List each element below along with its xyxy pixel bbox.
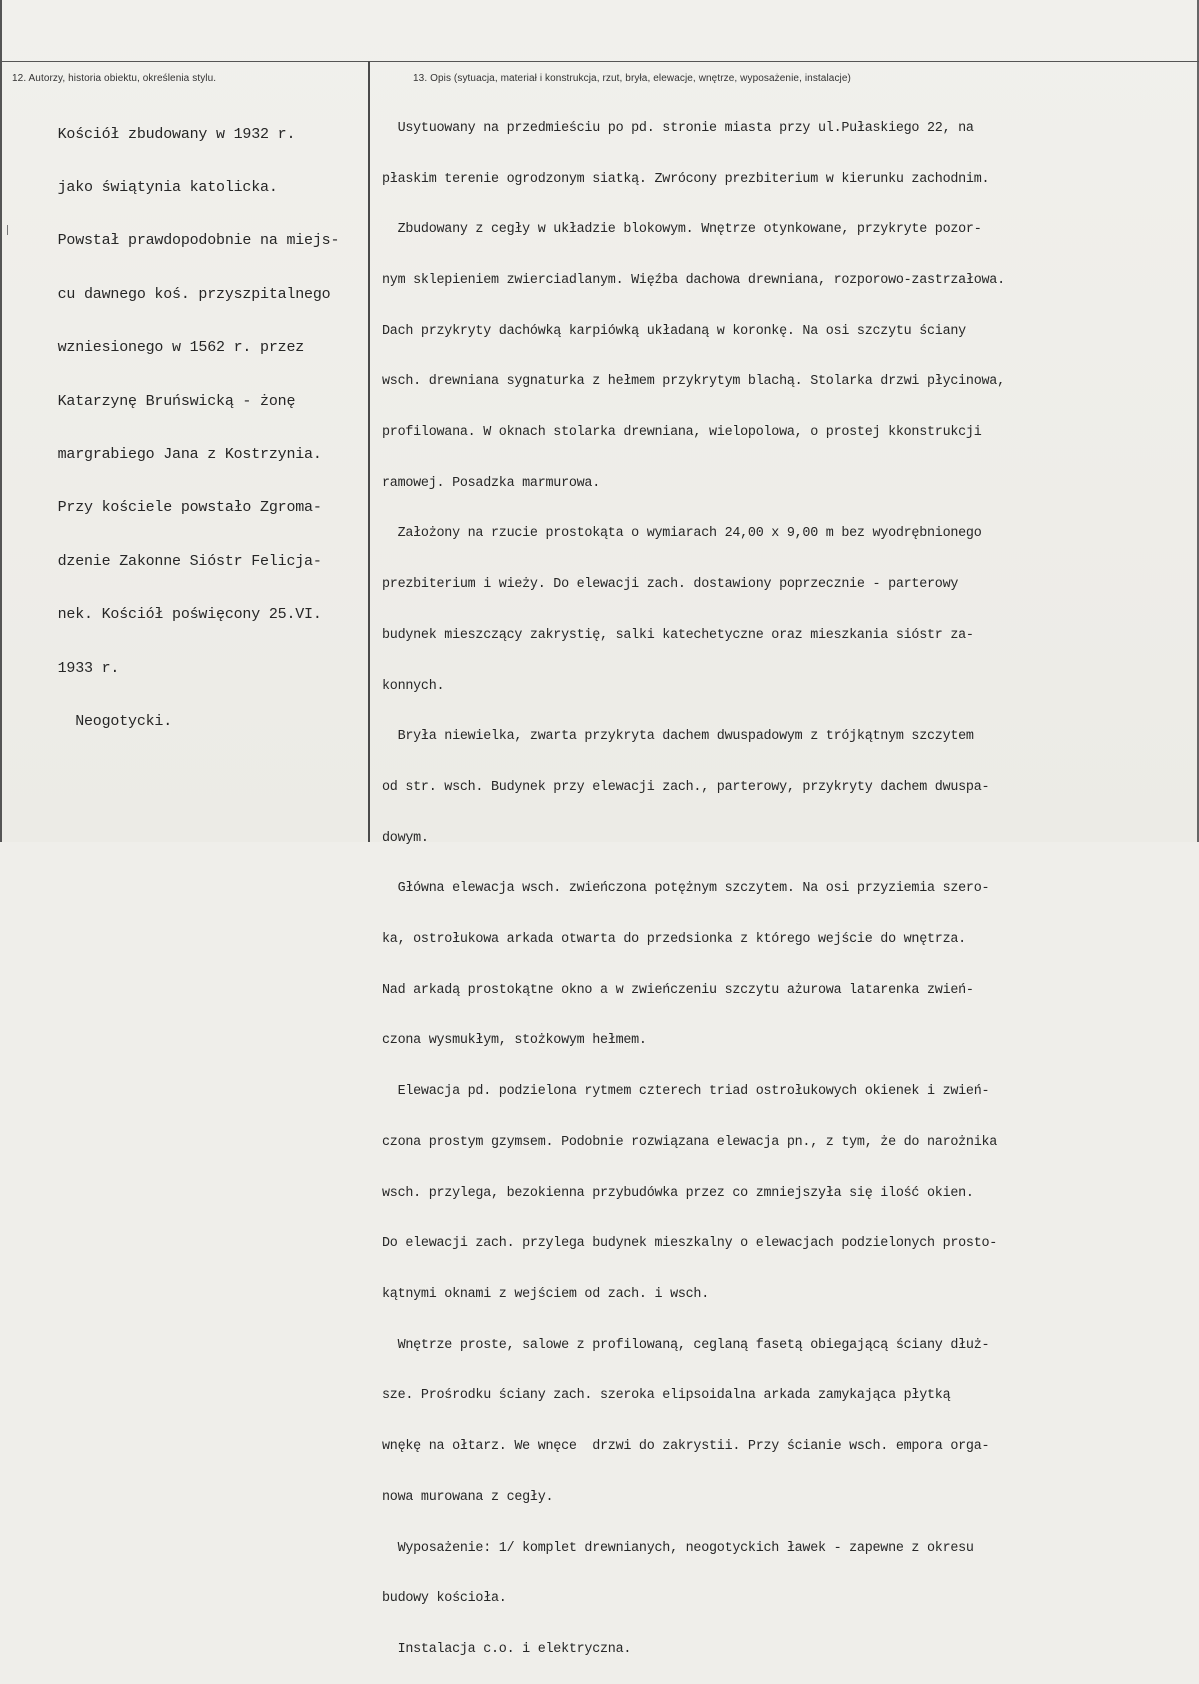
header-divider — [2, 61, 1199, 62]
history-line: jako świątynia katolicka. — [40, 178, 278, 196]
description-line: czona wysmukłym, stożkowym hełmem. — [382, 1033, 647, 1049]
description-line: płaskim terenie ogrodzonym siatką. Zwrócony prezbiterium w kierunku zachodnim. — [382, 171, 990, 187]
description-line: Główna elewacja wsch. zwieńczona potężnym szczytem. Na osi przyziemia szero- — [382, 881, 990, 897]
history-line: Przy kościele powstało Zgroma- — [40, 499, 322, 517]
description-field-header: 13. Opis (sytuacja, materiał i konstrukcja, rzut, bryła, elewacje, wnętrze, wyposażenie, instalacje) — [413, 73, 851, 84]
history-line: Neogotycki. — [40, 712, 173, 730]
description-line: Usytuowany na przedmieściu po pd. stronie miasta przy ul.Pułaskiego 22, na — [382, 120, 974, 136]
history-line: Katarzynę Bruńswicką - żonę — [40, 392, 296, 410]
column-divider — [368, 61, 370, 842]
description-line: Do elewacji zach. przylega budynek mieszkalny o elewacjach podzielonych prosto- — [382, 1236, 998, 1252]
description-line: ramowej. Posadzka marmurowa. — [382, 475, 600, 491]
description-line: konnych. — [382, 678, 445, 694]
description-line: budynek mieszczący zakrystię, salki katechetyczne oraz mieszkania sióstr za- — [382, 627, 974, 643]
history-line: 1933 r. — [40, 659, 120, 677]
description-line: nym sklepieniem zwierciadlanym. Więźba dachowa drewniana, rozporowo-zastrzałowa. — [382, 272, 1005, 288]
description-line: dowym. — [382, 830, 429, 846]
description-line: prezbiterium i wieży. Do elewacji zach. dostawiony poprzecznie - parterowy — [382, 577, 959, 593]
description-line: nowa murowana z cegły. — [382, 1489, 554, 1505]
history-line: cu dawnego koś. przyszpitalnego — [40, 285, 331, 303]
description-line: czona prostym gzymsem. Podobnie rozwiązana elewacja pn., z tym, że do narożnika — [382, 1134, 998, 1150]
description-line: ka, ostrołukowa arkada otwarta do przedsionka z którego wejście do wnętrza. — [382, 932, 966, 948]
description-line: wsch. przylega, bezokienna przybudówka przez co zmniejszyła się ilość okien. — [382, 1185, 974, 1201]
margin-mark — [7, 225, 8, 235]
description-line: Wyposażenie: 1/ komplet drewnianych, neogotyckich ławek - zapewne z okresu — [382, 1540, 974, 1556]
history-line: Powstał prawdopodobnie na miejs- — [40, 232, 340, 250]
description-line: Elewacja pd. podzielona rytmem czterech triad ostrołukowych okienek i zwień- — [382, 1084, 990, 1100]
description-line: wnękę na ołtarz. We wnęce drzwi do zakrystii. Przy ścianie wsch. empora orga- — [382, 1439, 990, 1455]
description-line: od str. wsch. Budynek przy elewacji zach., parterowy, przykryty dachem dwuspa- — [382, 779, 990, 795]
description-line: wsch. drewniana sygnaturka z hełmem przykrytym blachą. Stolarka drzwi płycinowa, — [382, 374, 1005, 390]
description-line: Bryła niewielka, zwarta przykryta dachem dwuspadowym z trójkątnym szczytem — [382, 729, 974, 745]
description-line: Założony na rzucie prostokąta o wymiarach 24,00 x 9,00 m bez wyodrębnionego — [382, 526, 982, 542]
history-line: Kościół zbudowany w 1932 r. — [40, 125, 296, 143]
description-line: Dach przykryty dachówką karpiówką układaną w koronkę. Na osi szczytu ściany — [382, 323, 966, 339]
description-line: Zbudowany z cegły w układzie blokowym. Wnętrze otynkowane, przykryte pozor- — [382, 222, 982, 238]
history-text — [40, 90, 339, 766]
description-line: kątnymi oknami z wejściem od zach. i wsch. — [382, 1286, 709, 1302]
history-line: dzenie Zakonne Sióstr Felicja- — [40, 552, 322, 570]
description-line: budowy kościoła. — [382, 1591, 507, 1607]
description-line: Wnętrze proste, salowe z profilowaną, ceglaną fasetą obiegającą ściany dłuż- — [382, 1337, 990, 1353]
history-field-header: 12. Autorzy, historia obiektu, określenia stylu. — [12, 73, 217, 84]
history-line: nek. Kościół poświęcony 25.VI. — [40, 606, 322, 624]
description-line: Instalacja c.o. i elektryczna. — [382, 1641, 632, 1657]
description-line: Nad arkadą prostokątne okno a w zwieńczeniu szczytu ażurowa latarenka zwień- — [382, 982, 974, 998]
history-line: margrabiego Jana z Kostrzynia. — [40, 445, 322, 463]
description-line: profilowana. W oknach stolarka drewniana, wielopolowa, o prostej kkonstrukcji — [382, 425, 982, 441]
description-text — [382, 87, 1005, 1684]
history-line: wzniesionego w 1562 r. przez — [40, 339, 305, 357]
description-line: sze. Prośrodku ściany zach. szeroka elipsoidalna arkada zamykająca płytką — [382, 1388, 951, 1404]
